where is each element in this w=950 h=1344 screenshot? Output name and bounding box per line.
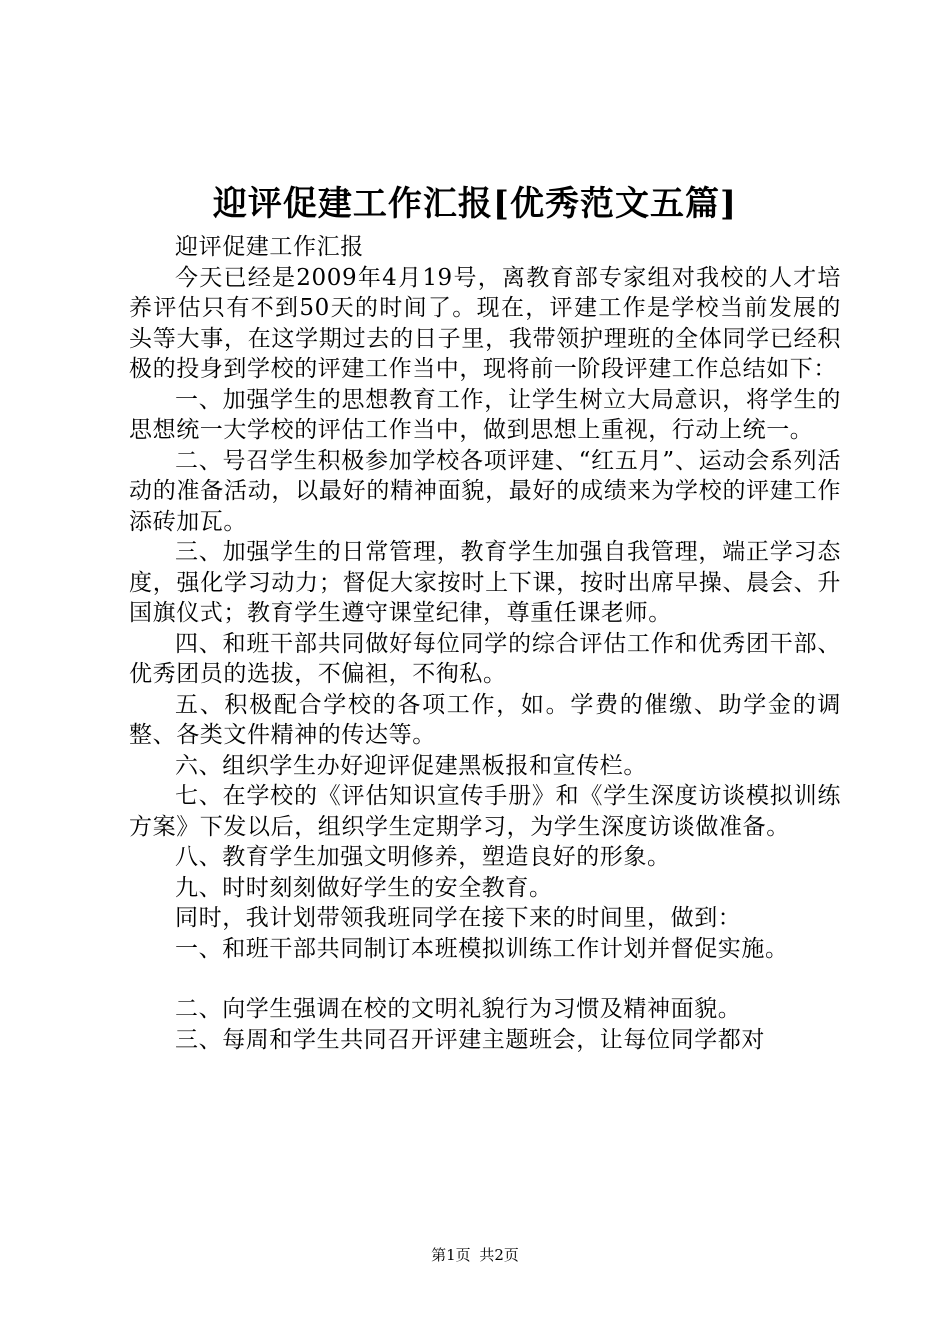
paragraph-plan-intro: 同时，我计划带领我班同学在接下来的时间里，做到： — [175, 905, 742, 931]
page-total: 共2页 — [479, 1246, 519, 1264]
paragraph-item-4: 四、和班干部共同做好每位同学的综合评估工作和优秀团干部、优秀团员的选拔，不偏袒，不徇私。 — [129, 630, 841, 687]
paragraph-item-5: 五、积极配合学校的各项工作，如。学费的催缴、助学金的调整、各类文件精神的传达等。 — [129, 691, 841, 748]
page-number: 第1页 — [431, 1246, 471, 1264]
paragraph-item-8: 八、教育学生加强文明修养，塑造良好的形象。 — [175, 844, 671, 870]
page-footer — [0, 1245, 950, 1265]
paragraph-plan-2: 二、向学生强调在校的文明礼貌行为习惯及精神面貌。 — [175, 996, 742, 1022]
paragraph-item-7: 七、在学校的《评估知识宣传手册》和《学生深度访谈模拟训练方案》下发以后，组织学生定期学习，为学生深度访谈做准备。 — [129, 783, 841, 840]
paragraph-item-2: 二、号召学生积极参加学校各项评建、“红五月”、运动会系列活动的准备活动，以最好的精神面貌，最好的成绩来为学校的评建工作添砖加瓦。 — [129, 447, 841, 535]
document-body — [129, 232, 841, 1055]
paragraph-intro: 今天已经是2009年4月19号，离教育部专家组对我校的人才培养评估只有不到50天的时间了。现在，评建工作是学校当前发展的头等大事，在这学期过去的日子里，我带领护理班的全体同学已经积极的投身到学校的评建工作当中，现将前一阶段评建工作总结如下： — [129, 264, 841, 382]
paragraph-subtitle: 迎评促建工作汇报 — [175, 234, 364, 260]
paragraph-plan-1: 一、和班干部共同制订本班模拟训练工作计划并督促实施。 — [175, 935, 789, 962]
paragraph-item-1: 一、加强学生的思想教育工作，让学生树立大局意识，将学生的思想统一大学校的评估工作当中，做到思想上重视，行动上统一。 — [129, 386, 841, 443]
paragraph-plan-3: 三、每周和学生共同召开评建主题班会，让每位同学都对 — [175, 1026, 765, 1053]
paragraph-item-3: 三、加强学生的日常管理，教育学生加强自我管理，端正学习态度，强化学习动力；督促大家按时上下课，按时出席早操、晨会、升国旗仪式；教育学生遵守课堂纪律，尊重任课老师。 — [129, 539, 841, 626]
paragraph-item-6: 六、组织学生办好迎评促建黑板报和宣传栏。 — [175, 752, 647, 779]
document-title: 迎评促建工作汇报[优秀范文五篇] — [212, 184, 738, 224]
paragraph-item-9: 九、时时刻刻做好学生的安全教育。 — [175, 874, 553, 901]
